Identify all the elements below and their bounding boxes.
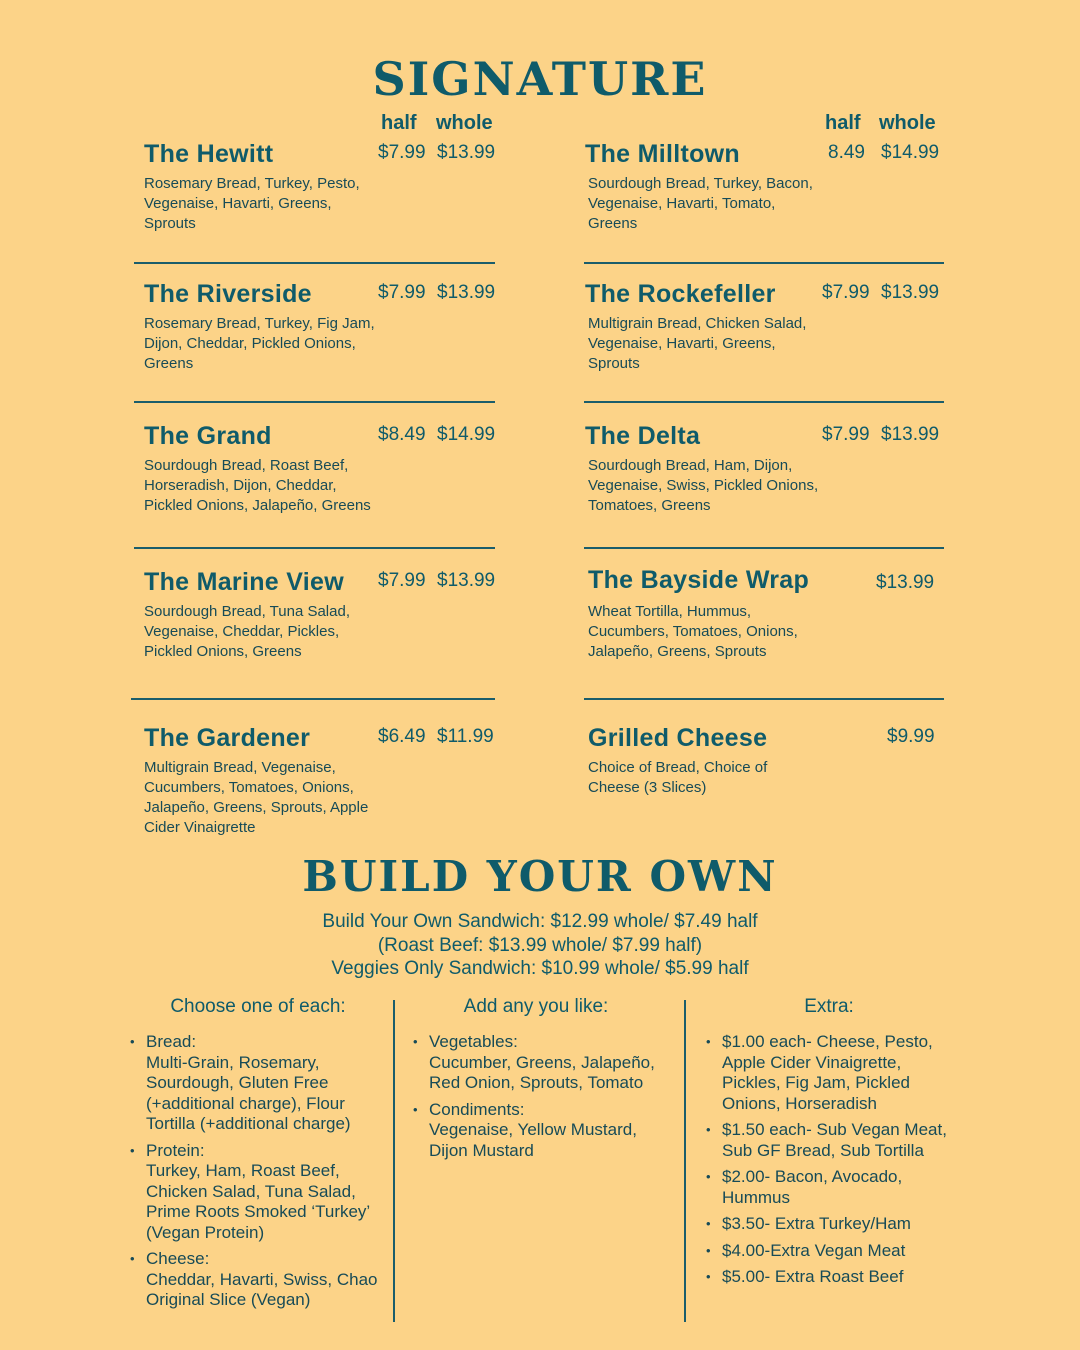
divider: [134, 262, 495, 264]
divider: [584, 262, 944, 264]
column-title: Extra:: [804, 996, 854, 1017]
half-price: $7.99: [822, 282, 870, 303]
item-name: The Riverside: [144, 280, 312, 308]
whole-price: $14.99: [437, 424, 496, 445]
byo-column-choose: [128, 996, 388, 1317]
item-name: The Delta: [585, 422, 701, 450]
list-item: [146, 1032, 388, 1135]
half-price: $7.99: [378, 142, 426, 163]
item-name: The Hewitt: [144, 140, 274, 168]
option-list: [411, 1032, 661, 1161]
option-label: • Cheese:: [146, 1249, 210, 1268]
option-label: • Bread:: [146, 1032, 197, 1051]
option-list: [704, 1032, 954, 1288]
divider: [131, 698, 495, 700]
option-label: • Protein:: [146, 1140, 205, 1160]
option-text: Vegenaise, Yellow Mustard, Dijon Mustard: [429, 1120, 637, 1160]
divider: [584, 698, 944, 700]
list-item: [429, 1100, 661, 1162]
build-your-own-title: BUILD YOUR OWN: [302, 852, 778, 901]
option-label: • Condiments:: [429, 1099, 525, 1119]
half-header: half: [381, 112, 417, 134]
whole-price: $11.99: [437, 726, 494, 747]
list-item: • $1.00 each- Cheese, Pesto, Apple Cider Vinaigrette, Pickles, Fig Jam, Pickled Onions, Horseradish: [722, 1032, 954, 1114]
list-item: • $3.50- Extra Turkey/Ham: [722, 1214, 954, 1235]
item-description: Choice of Bread, Choice of Cheese (3 Slices): [588, 759, 768, 796]
column-title: Add any you like:: [463, 996, 609, 1017]
list-item: • $5.00- Extra Roast Beef: [722, 1267, 954, 1288]
item-description: Sourdough Bread, Roast Beef, Horseradish, Dijon, Cheddar, Pickled Onions, Jalapeño, Greens: [144, 457, 371, 514]
item-name: The Milltown: [585, 140, 740, 168]
option-text: Cucumber, Greens, Jalapeño, Red Onion, Sprouts, Tomato: [429, 1052, 655, 1092]
item-description: Sourdough Bread, Ham, Dijon, Vegenaise, Swiss, Pickled Onions, Tomatoes, Greens: [588, 457, 819, 514]
option-text: Turkey, Ham, Roast Beef, Chicken Salad, Tuna Salad, Prime Roots Smoked ‘Turkey’ (Vegan Protein): [146, 1161, 370, 1242]
item-description: Wheat Tortilla, Hummus, Cucumbers, Tomatoes, Onions, Jalapeño, Greens, Sprouts: [588, 603, 798, 660]
whole-price: $13.99: [881, 282, 940, 303]
option-list: [128, 1032, 388, 1311]
item-name: The Gardener: [144, 724, 311, 752]
item-description: Multigrain Bread, Chicken Salad, Vegenaise, Havarti, Greens, Sprouts: [588, 315, 807, 372]
item-description: Sourdough Bread, Turkey, Bacon, Vegenaise, Havarti, Tomato, Greens: [588, 175, 813, 232]
half-price: $7.99: [822, 424, 870, 445]
whole-header: whole: [436, 112, 493, 134]
item-name: Grilled Cheese: [588, 724, 768, 752]
divider: [584, 401, 944, 403]
item-description: Multigrain Bread, Vegenaise, Cucumbers, Tomatoes, Onions, Jalapeño, Greens, Sprouts, Apple Cider Vinaigrette: [144, 759, 369, 836]
item-name: The Bayside Wrap: [588, 566, 810, 594]
half-header: half: [825, 112, 861, 134]
option-text: Multi-Grain, Rosemary, Sourdough, Gluten Free (+additional charge), Flour Tortilla (+additional charge): [146, 1052, 351, 1133]
list-item: • $2.00- Bacon, Avocado, Hummus: [722, 1167, 954, 1208]
whole-price: $13.99: [437, 570, 496, 591]
divider: [584, 547, 944, 549]
whole-header: whole: [879, 112, 936, 134]
column-divider: [684, 1000, 686, 1322]
divider: [134, 401, 495, 403]
list-item: • $4.00-Extra Vegan Meat: [722, 1241, 954, 1262]
item-description: Sourdough Bread, Tuna Salad, Vegenaise, Cheddar, Pickles, Pickled Onions, Greens: [144, 603, 350, 660]
byo-column-add: [411, 996, 661, 1167]
divider: [134, 547, 495, 549]
option-text: Cheddar, Havarti, Swiss, Chao Original Slice (Vegan): [146, 1269, 378, 1309]
column-divider: [393, 1000, 395, 1322]
byo-price-line: Build Your Own Sandwich: $12.99 whole/ $7.49 half: [322, 911, 758, 932]
whole-price: $9.99: [887, 726, 935, 747]
byo-price-line: Veggies Only Sandwich: $10.99 whole/ $5.99 half: [331, 958, 749, 979]
option-label: • Vegetables:: [429, 1032, 518, 1051]
half-price: 8.49: [828, 142, 865, 163]
column-title: Choose one of each:: [170, 996, 346, 1017]
item-description: Rosemary Bread, Turkey, Pesto, Vegenaise, Havarti, Greens, Sprouts: [144, 175, 360, 232]
item-description: Rosemary Bread, Turkey, Fig Jam, Dijon, Cheddar, Pickled Onions, Greens: [144, 315, 375, 372]
list-item: [146, 1249, 388, 1311]
list-item: [429, 1032, 661, 1094]
half-price: $7.99: [378, 570, 426, 591]
list-item: [146, 1141, 388, 1244]
half-price: $8.49: [378, 424, 426, 445]
half-price: $7.99: [378, 282, 426, 303]
item-name: The Rockefeller: [585, 280, 776, 308]
whole-price: $13.99: [881, 424, 940, 445]
byo-price-line: (Roast Beef: $13.99 whole/ $7.99 half): [377, 934, 703, 956]
byo-column-extra: [704, 996, 954, 1294]
signature-title: SIGNATURE: [372, 52, 708, 106]
whole-price: $14.99: [881, 142, 940, 163]
whole-price: $13.99: [437, 142, 496, 163]
list-item: • $1.50 each- Sub Vegan Meat, Sub GF Bread, Sub Tortilla: [722, 1120, 954, 1161]
whole-price: $13.99: [876, 572, 935, 593]
whole-price: $13.99: [437, 282, 496, 303]
item-name: The Marine View: [144, 568, 344, 596]
half-price: $6.49: [378, 726, 426, 747]
byo-pricing: [0, 910, 1080, 981]
item-name: The Grand: [144, 422, 272, 450]
